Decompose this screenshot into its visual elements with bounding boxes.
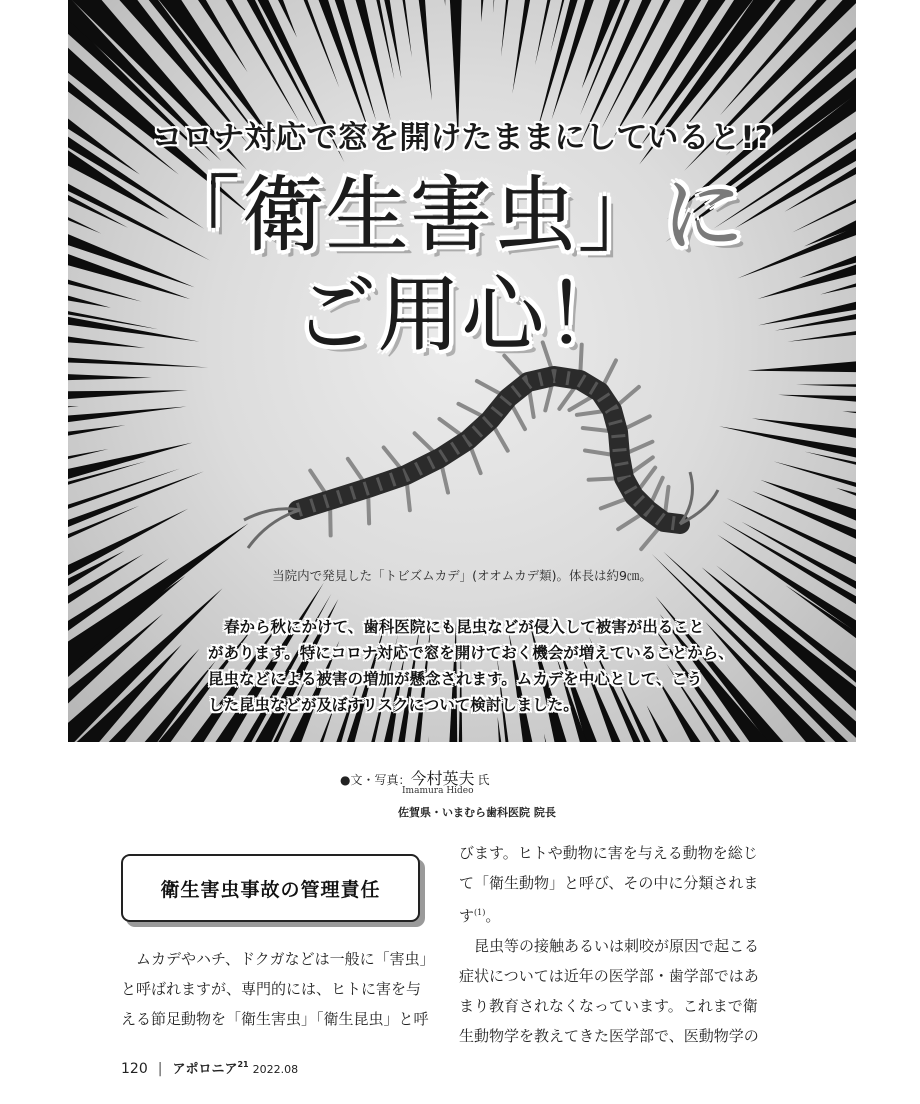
credit-role: ●文・写真： — [340, 773, 411, 787]
section-heading-box — [121, 854, 420, 922]
lead-line: があります。特にコロナ対応で窓を開けておく機会が増えていることから、 — [208, 644, 734, 662]
body-line: びます。ヒトや動物に害を与える動物を総じ — [459, 844, 758, 862]
body-line: える節足動物を「衛生害虫」「衛生昆虫」と呼 — [121, 1010, 429, 1028]
body-line: て「衛生動物」と呼び、その中に分類されま — [459, 874, 759, 892]
headline-line-1 — [158, 168, 746, 264]
headline-line-2: ご用心！ — [293, 268, 630, 363]
author-honorific: 氏 — [477, 773, 490, 787]
sub-headline: コロナ対応で窓を開けたままにしていると!? — [151, 120, 773, 156]
issue-date: 2022.08 — [252, 1063, 299, 1076]
author-name: 今村英夫 — [410, 769, 475, 788]
body-column-left — [121, 944, 435, 1034]
body-text: 。 — [485, 907, 501, 925]
photo-caption: 当院内で発見した「トビズムカデ」(オオムカデ類)。体長は約9㎝。 — [272, 568, 652, 583]
author-credit — [340, 766, 556, 819]
body-line: まり教育されなくなっています。これまで衛 — [459, 997, 758, 1015]
body-line — [459, 898, 769, 931]
lead-paragraph — [208, 614, 768, 718]
body-line: 生動物学を教えてきた医学部で、医動物学の — [459, 1027, 759, 1045]
magazine-title — [172, 1062, 248, 1077]
magazine-sup: 21 — [237, 1060, 249, 1069]
author-romanized: Imamura Hideo — [402, 786, 474, 796]
footer-separator: | — [157, 1061, 163, 1077]
body-line: 昆虫等の接触あるいは刺咬が原因で起こる — [474, 937, 760, 955]
lead-line: した昆虫などが及ぼすリスクについて検討しました。 — [208, 696, 579, 714]
body-column-right — [459, 838, 769, 1051]
page-number: 120 — [121, 1061, 148, 1077]
hero-image — [68, 0, 856, 742]
headline-main: 「衛生害虫」 — [158, 168, 663, 263]
magazine-name: アポロニア — [172, 1062, 238, 1077]
body-text: す — [459, 907, 475, 925]
section-title: 衛生害虫事故の管理責任 — [160, 878, 381, 901]
page-footer — [121, 1058, 298, 1077]
headline-particle: に — [662, 168, 747, 263]
body-line: 症状については近年の医学部・歯学部ではあ — [459, 967, 759, 985]
lead-line: 春から秋にかけて、歯科医院にも昆虫などが侵入して被害が出ること — [224, 618, 705, 636]
reference-mark: (1) — [474, 908, 486, 917]
author-affiliation: 佐賀県・いまむら歯科医院 院長 — [398, 806, 556, 819]
body-line: ムカデやハチ、ドクガなどは一般に「害虫」 — [136, 950, 435, 968]
lead-line: 昆虫などによる被害の増加が懸念されます。ムカデを中心として、こう — [208, 670, 703, 688]
body-line: と呼ばれますが、専門的には、ヒトに害を与 — [121, 980, 422, 998]
